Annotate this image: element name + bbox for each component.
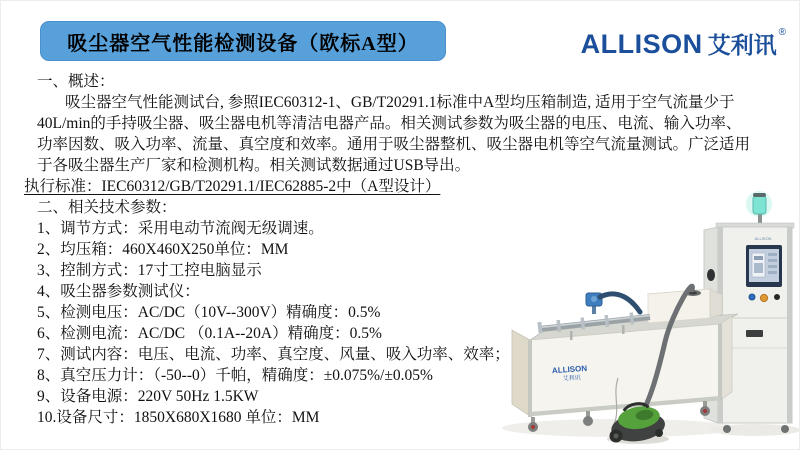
brand-logo-text-en: ALLISON [580, 29, 703, 59]
paragraph-line: 吸尘器空气性能测试台, 参照IEC60312-1、GB/T20291.1标准中A型均压箱制造, 适用于空气流量少于 [65, 94, 735, 111]
spec-item: 4、吸尘器参数测试仪： [37, 283, 200, 300]
paragraph-line: 功率因数、吸入功率、流量、真空度和效率。通用于吸尘器整机、吸尘器电机等空气流量测试。广泛适用 [37, 136, 751, 153]
page-title: 吸尘器空气性能检测设备（欧标A型） [67, 32, 419, 55]
cabinet-caster [781, 425, 789, 433]
spec-item: 2、均压箱：460X460X250单位：MM [37, 241, 289, 258]
spec-item: 1、调节方式：采用电动节流阀无级调速。 [37, 220, 324, 237]
cabinet-label: ALLISON [754, 236, 772, 241]
blue-button [749, 294, 755, 300]
cabinet-caster [723, 425, 731, 433]
spec-item: 5、检测电压：AC/DC（10V--300V）精确度：0.5% [37, 304, 381, 321]
spec-item: 9、设备电源：220V 50Hz 1.5KW [37, 388, 259, 405]
registered-trademark-icon: ® [778, 27, 786, 38]
machine-illustration [500, 190, 800, 450]
machine-photo [500, 190, 800, 450]
bench-brand-cjk: 艾利讯 [562, 375, 581, 383]
door-handle [746, 330, 763, 337]
vacuum-wheel [655, 429, 663, 437]
spec-item: 10.设备尺寸：1850X680X1680 单位：MM [37, 409, 320, 426]
amber-button [760, 294, 767, 301]
specs-heading: 二、相关技术参数： [37, 199, 177, 216]
paragraph-line: 于各吸尘器生产厂家和检测机构。相关测试数据通过USB导出。 [37, 157, 471, 174]
title-banner [40, 21, 446, 61]
side-vent [707, 269, 715, 281]
bench-caster [583, 416, 593, 426]
transmitter-stem [592, 306, 596, 314]
spec-item: 6、检测电流：AC/DC （0.1A--20A）精确度：0.5% [37, 325, 382, 342]
brand-logo [581, 27, 786, 60]
overview-heading: 一、概述： [37, 73, 115, 90]
spec-item: 8、真空压力计：（-50--0）千帕，精确度：±0.075%/±0.05% [37, 367, 433, 384]
standard-line: 执行标准：IEC60312/GB/T20291.1/IEC62885-2中（A型设计） [24, 178, 441, 195]
signal-light [746, 191, 772, 227]
spec-item: 7、测试内容：电压、电流、功率、真空度、风量、吸入功率、效率； [37, 346, 510, 363]
black-button [774, 294, 780, 300]
paragraph-line: 40L/min的手持吸尘器、吸尘器电机等清洁电器产品。相关测试参数为吸尘器的电压、电流、输入功率、 [37, 115, 742, 132]
brand-logo-text-cjk: 艾利讯 [707, 33, 777, 58]
dark-blue-tube [600, 294, 640, 312]
bench-brand-en: ALLISON [551, 363, 588, 376]
spec-item: 3、控制方式：17寸工控电脑显示 [37, 262, 262, 279]
overview-paragraph [37, 92, 792, 176]
cabinet-screen [746, 245, 782, 287]
